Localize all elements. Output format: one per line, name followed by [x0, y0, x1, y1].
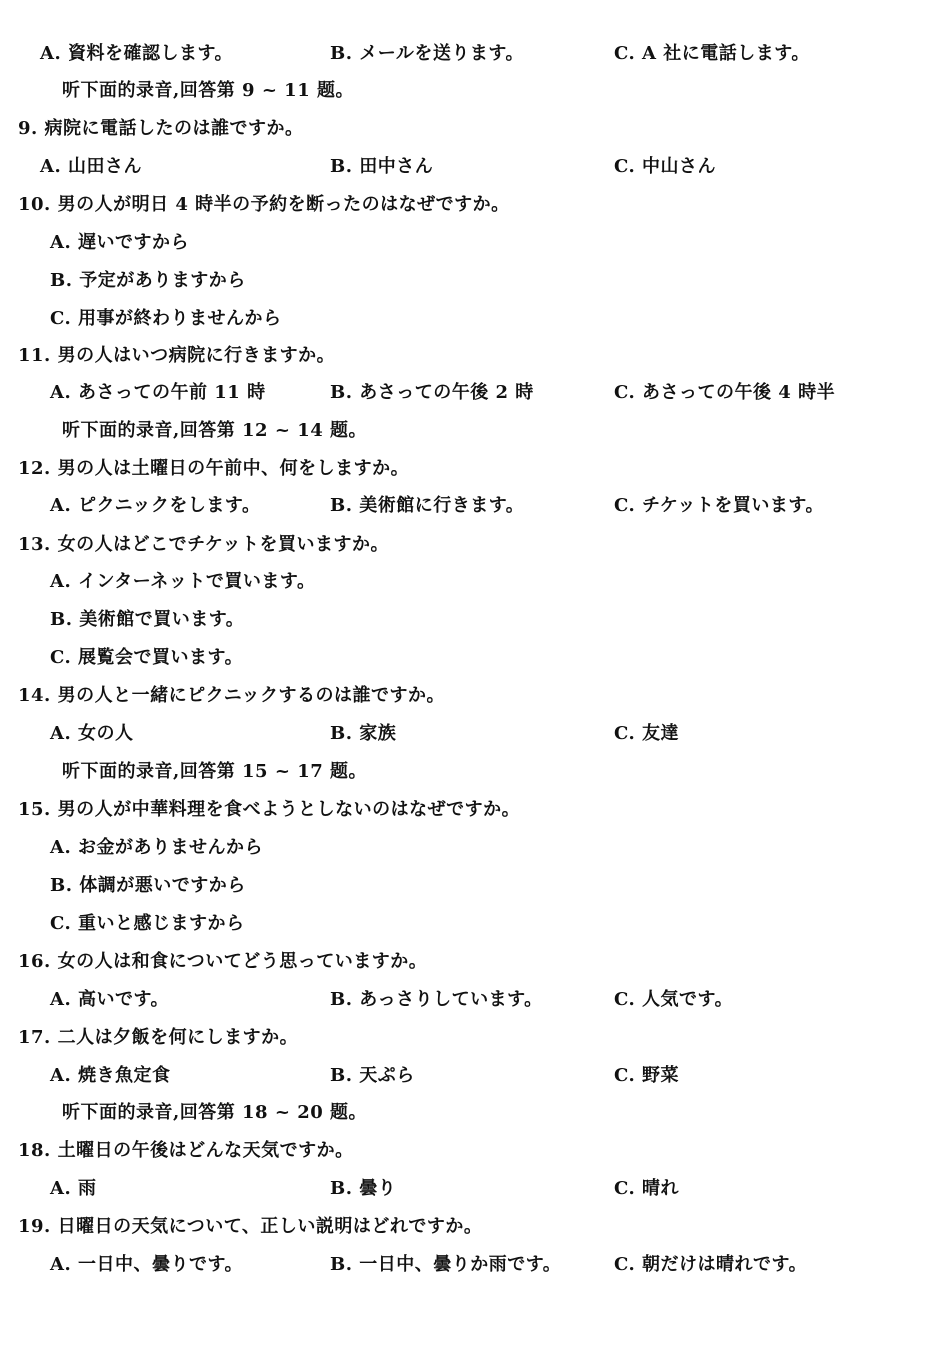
q13-option-b: B. 美術館で買います。	[50, 609, 245, 630]
q19-option-a: A. 一日中、曇りです。	[50, 1254, 244, 1275]
section-instruction-15-17: 听下面的录音,回答第 15 ~ 17 题。	[62, 761, 368, 782]
q11-option-c: C. あさっての午後 4 時半	[614, 382, 836, 403]
q10-option-b: B. 予定がありますから	[50, 270, 246, 291]
section-instruction-12-14: 听下面的录音,回答第 12 ~ 14 题。	[62, 420, 368, 441]
q18-option-b: B. 曇り	[330, 1178, 397, 1199]
question-9: 9. 病院に電話したのは誰ですか。	[18, 118, 304, 139]
q15-option-a: A. お金がありませんから	[50, 837, 263, 858]
q15-option-b: B. 体調が悪いですから	[50, 875, 246, 896]
question-14: 14. 男の人と一緒にピクニックするのは誰ですか。	[18, 685, 445, 706]
question-19: 19. 日曜日の天気について、正しい説明はどれですか。	[18, 1216, 483, 1237]
question-12: 12. 男の人は土曜日の午前中、何をしますか。	[18, 458, 410, 479]
q17-option-b: B. 天ぷら	[330, 1065, 415, 1086]
q11-option-a: A. あさっての午前 11 時	[50, 382, 266, 403]
q17-option-c: C. 野菜	[614, 1065, 680, 1086]
q13-option-c: C. 展覧会で買います。	[50, 647, 244, 668]
q9-option-c: C. 中山さん	[614, 156, 717, 177]
q8-option-b: B. メールを送ります。	[330, 43, 524, 64]
section-instruction-9-11: 听下面的录音,回答第 9 ~ 11 题。	[62, 80, 354, 101]
q18-option-c: C. 晴れ	[614, 1178, 680, 1199]
question-16: 16. 女の人は和食についてどう思っていますか。	[18, 951, 428, 972]
q9-option-b: B. 田中さん	[330, 156, 434, 177]
question-18: 18. 土曜日の午後はどんな天気ですか。	[18, 1140, 354, 1161]
question-13: 13. 女の人はどこでチケットを買いますか。	[18, 534, 389, 555]
question-11: 11. 男の人はいつ病院に行きますか。	[18, 345, 336, 366]
q8-option-c: C. A 社に電話します。	[614, 43, 810, 64]
q10-option-a: A. 遅いですから	[50, 232, 189, 253]
q12-option-a: A. ピクニックをします。	[50, 495, 261, 516]
q16-option-b: B. あっさりしています。	[330, 989, 543, 1010]
q12-option-c: C. チケットを買います。	[614, 495, 824, 516]
q16-option-c: C. 人気です。	[614, 989, 734, 1010]
q8-option-a: A. 資料を確認します。	[40, 43, 234, 64]
q9-option-a: A. 山田さん	[40, 156, 142, 177]
question-17: 17. 二人は夕飯を何にしますか。	[18, 1027, 299, 1048]
q14-option-a: A. 女の人	[50, 723, 134, 744]
q14-option-c: C. 友達	[614, 723, 680, 744]
q16-option-a: A. 高いです。	[50, 989, 170, 1010]
section-instruction-18-20: 听下面的录音,回答第 18 ~ 20 题。	[62, 1102, 368, 1123]
q19-option-b: B. 一日中、曇りか雨です。	[330, 1254, 562, 1275]
question-15: 15. 男の人が中華料理を食べようとしないのはなぜですか。	[18, 799, 521, 820]
q10-option-c: C. 用事が終わりませんから	[50, 308, 282, 329]
q14-option-b: B. 家族	[330, 723, 397, 744]
q19-option-c: C. 朝だけは晴れです。	[614, 1254, 808, 1275]
q15-option-c: C. 重いと感じますから	[50, 913, 245, 934]
q18-option-a: A. 雨	[50, 1178, 97, 1199]
q11-option-b: B. あさっての午後 2 時	[330, 382, 534, 403]
q17-option-a: A. 焼き魚定食	[50, 1065, 171, 1086]
q13-option-a: A. インターネットで買います。	[50, 571, 316, 592]
q12-option-b: B. 美術館に行きます。	[330, 495, 525, 516]
question-10: 10. 男の人が明日 4 時半の予約を断ったのはなぜですか。	[18, 194, 510, 215]
